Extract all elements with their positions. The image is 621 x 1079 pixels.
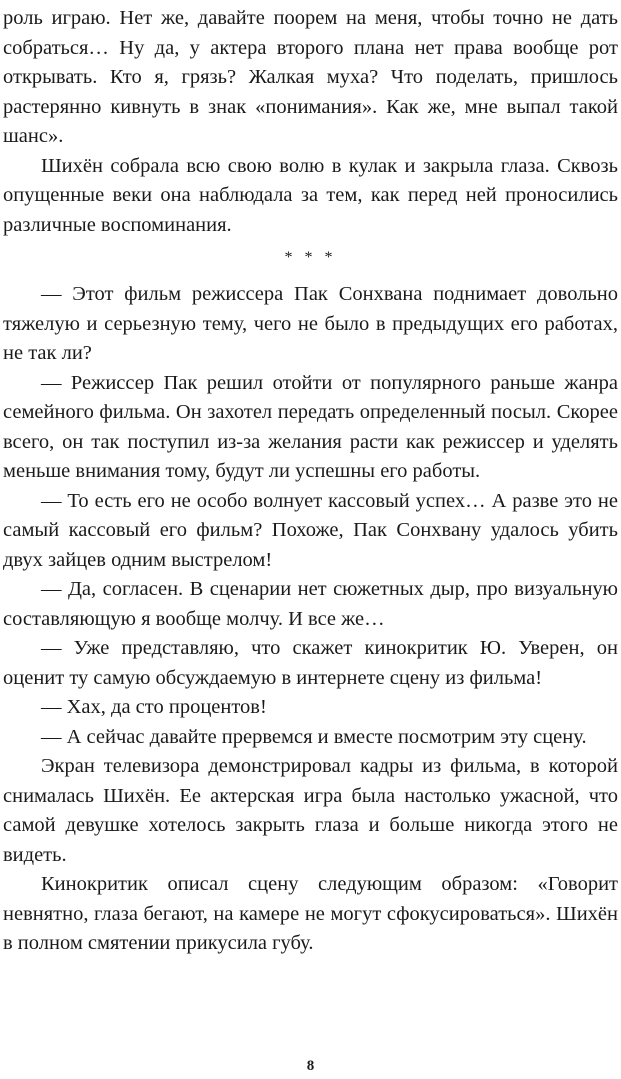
dialogue-paragraph: — А сейчас давайте прервемся и вместе посмотрим эту сцену. xyxy=(41,725,587,748)
dialogue-paragraph: — Этот фильм режиссера Пак Сонхвана поднимает довольно тяжелую и серьезную тему, чего не было в предыдущих его работах, не так ли? xyxy=(3,283,618,364)
narrative-paragraph: Кинокритик описал сцену следующим образом: «Говорит невнятно, глаза бегают, на камере не могут сфокусироваться». Шихён в полном смятении прикусила губу. xyxy=(3,873,618,954)
text-section-before-break xyxy=(3,4,618,240)
paragraph-continued: роль играю. Нет же, давайте поорем на меня, чтобы точно не дать собраться… Ну да, у актера второго плана нет права вообще рот открывать. Кто я, грязь? Жалкая муха? Что поделать, пришлось растерянно кивнуть в знак «понимания». Как же, мне выпал такой шанс». xyxy=(3,7,618,147)
page-number: 8 xyxy=(306,1058,315,1074)
dialogue-paragraph: — Хах, да сто процентов! xyxy=(41,696,267,718)
dialogue-paragraph: — Режиссер Пак решил отойти от популярного раньше жанра семейного фильма. Он захотел передать определенный посыл. Скорее всего, он так поступил из-за желания расти как режиссер и уделять меньше внимания тому, будут ли успешны его работы. xyxy=(3,371,618,482)
scene-break xyxy=(3,243,618,273)
dialogue-paragraph: — Уже представляю, что скажет кинокритик Ю. Уверен, он оценит ту самую обсуждаемую в интернете сцену из фильма! xyxy=(3,637,618,689)
paragraph: Шихён собрала всю свою волю в кулак и закрыла глаза. Сквозь опущенные веки она наблюдала за тем, как перед ней проносились различные воспоминания. xyxy=(3,154,618,236)
text-section-after-break xyxy=(3,280,618,959)
narrative-paragraph: Экран телевизора демонстрировал кадры из фильма, в которой снималась Шихён. Ее актерская игра была настолько ужасной, что самой девушке хотелось закрыть глаза и больше никогда этого не видеть. xyxy=(3,755,618,866)
dialogue-paragraph: — Да, согласен. В сценарии нет сюжетных дыр, про визуальную составляющую я вообще молчу. И все же… xyxy=(3,578,618,630)
scene-separator: * * * xyxy=(284,249,337,266)
dialogue-paragraph: — То есть его не особо волнует кассовый успех… А разве это не самый кассовый его фильм? Похоже, Пак Сонхвану удалось убить двух зайцев одним выстрелом! xyxy=(3,489,618,571)
